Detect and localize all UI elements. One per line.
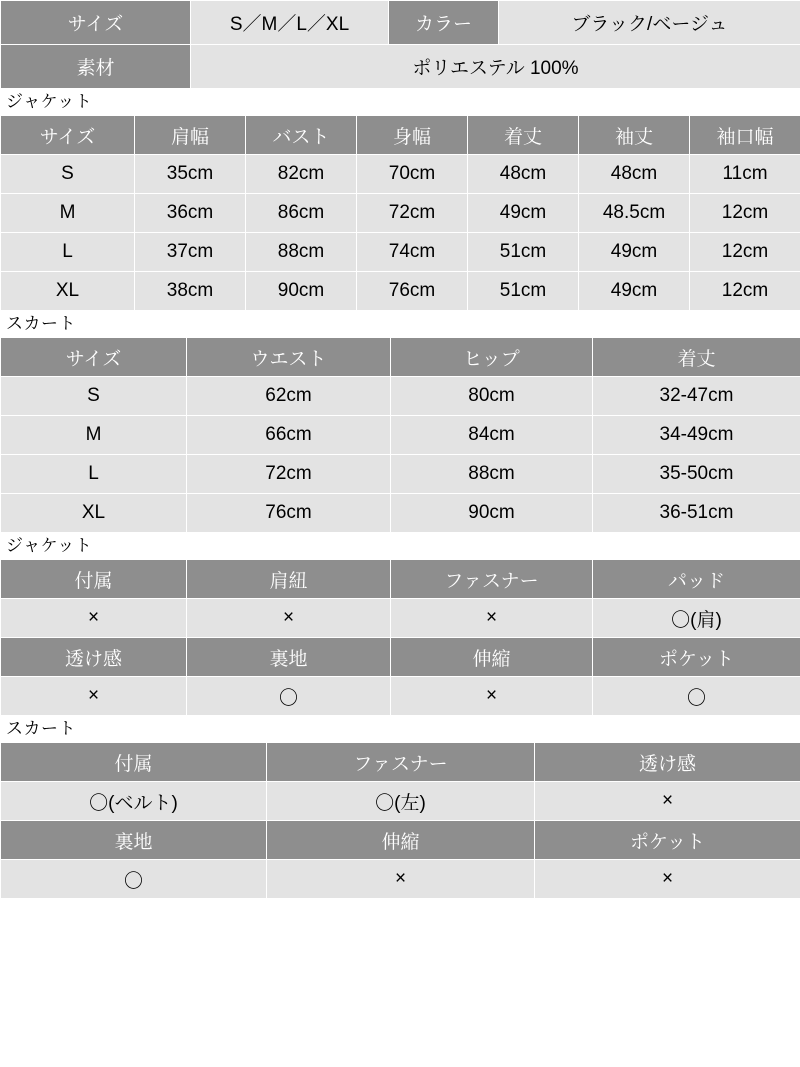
table-row <box>1 377 800 416</box>
col-shoulder: 肩幅 <box>135 116 246 155</box>
cell: × <box>391 677 593 716</box>
cell: 84cm <box>391 416 593 455</box>
section-title-jacket-size: ジャケット <box>0 89 800 115</box>
cell: 〇(ベルト) <box>1 782 267 821</box>
cell: 11cm <box>690 155 800 194</box>
cell: 48cm <box>468 155 579 194</box>
cell: 36cm <box>135 194 246 233</box>
cell: 88cm <box>391 455 593 494</box>
cell: 72cm <box>187 455 391 494</box>
col-size: サイズ <box>1 338 187 377</box>
cell: 〇 <box>187 677 391 716</box>
cell: 82cm <box>246 155 357 194</box>
cell: M <box>1 416 187 455</box>
col-zipper: ファスナー <box>267 743 535 782</box>
cell: S <box>1 377 187 416</box>
cell: XL <box>1 494 187 533</box>
col-sheerness: 透け感 <box>1 638 187 677</box>
col-pad: パッド <box>593 560 800 599</box>
col-pocket: ポケット <box>593 638 800 677</box>
table-row <box>1 860 800 899</box>
col-lining: 裏地 <box>1 821 267 860</box>
skirt-size-table <box>0 337 800 533</box>
cell: 74cm <box>357 233 468 272</box>
cell: × <box>1 599 187 638</box>
cell: × <box>535 782 800 821</box>
cell: 48cm <box>579 155 690 194</box>
table-row <box>1 494 800 533</box>
cell: 76cm <box>357 272 468 311</box>
cell: 80cm <box>391 377 593 416</box>
col-waist: ウエスト <box>187 338 391 377</box>
cell: × <box>391 599 593 638</box>
cell: XL <box>1 272 135 311</box>
col-size: サイズ <box>1 116 135 155</box>
cell: L <box>1 233 135 272</box>
cell: 72cm <box>357 194 468 233</box>
table-header-row <box>1 338 800 377</box>
section-title-skirt-features: スカート <box>0 716 800 742</box>
col-accessory: 付属 <box>1 743 267 782</box>
spec-label-color: カラー <box>389 1 499 45</box>
cell: 38cm <box>135 272 246 311</box>
cell: 49cm <box>468 194 579 233</box>
col-stretch: 伸縮 <box>267 821 535 860</box>
cell: 66cm <box>187 416 391 455</box>
cell: × <box>187 599 391 638</box>
spec-value-color: ブラック/ベージュ <box>499 1 800 45</box>
col-sleeve: 袖丈 <box>579 116 690 155</box>
col-bust: バスト <box>246 116 357 155</box>
cell: M <box>1 194 135 233</box>
col-width: 身幅 <box>357 116 468 155</box>
cell: 86cm <box>246 194 357 233</box>
cell: 34-49cm <box>593 416 800 455</box>
cell: 12cm <box>690 272 800 311</box>
col-lining: 裏地 <box>187 638 391 677</box>
table-row <box>1 599 800 638</box>
col-strap: 肩紐 <box>187 560 391 599</box>
cell: 12cm <box>690 233 800 272</box>
col-hip: ヒップ <box>391 338 593 377</box>
cell: 90cm <box>391 494 593 533</box>
cell: × <box>535 860 800 899</box>
cell: 35cm <box>135 155 246 194</box>
cell: 〇 <box>593 677 800 716</box>
col-cuff: 袖口幅 <box>690 116 800 155</box>
spec-value-size: S／M／L／XL <box>191 1 389 45</box>
table-row <box>1 782 800 821</box>
spec-label-size: サイズ <box>1 1 191 45</box>
cell: × <box>267 860 535 899</box>
jacket-feature-table <box>0 559 800 716</box>
table-row <box>1 1 800 45</box>
cell: 88cm <box>246 233 357 272</box>
table-row <box>1 416 800 455</box>
cell: × <box>1 677 187 716</box>
spec-value-material: ポリエステル 100% <box>191 45 800 89</box>
col-pocket: ポケット <box>535 821 800 860</box>
cell: 49cm <box>579 272 690 311</box>
table-row <box>1 233 800 272</box>
cell: 76cm <box>187 494 391 533</box>
cell: 35-50cm <box>593 455 800 494</box>
cell: 48.5cm <box>579 194 690 233</box>
section-title-jacket-features: ジャケット <box>0 533 800 559</box>
section-title-skirt-size: スカート <box>0 311 800 337</box>
col-accessory: 付属 <box>1 560 187 599</box>
col-sheerness: 透け感 <box>535 743 800 782</box>
cell: 49cm <box>579 233 690 272</box>
table-row <box>1 155 800 194</box>
table-header-row <box>1 116 800 155</box>
cell: 〇(左) <box>267 782 535 821</box>
cell: L <box>1 455 187 494</box>
col-zipper: ファスナー <box>391 560 593 599</box>
skirt-feature-table <box>0 742 800 899</box>
table-row <box>1 455 800 494</box>
table-header-row <box>1 560 800 599</box>
cell: 51cm <box>468 233 579 272</box>
spec-label-material: 素材 <box>1 45 191 89</box>
table-header-row <box>1 638 800 677</box>
cell: 62cm <box>187 377 391 416</box>
cell: 51cm <box>468 272 579 311</box>
col-length: 着丈 <box>468 116 579 155</box>
bottom-whitespace <box>0 899 800 1039</box>
jacket-size-table <box>0 115 800 311</box>
cell: 36-51cm <box>593 494 800 533</box>
col-stretch: 伸縮 <box>391 638 593 677</box>
cell: 37cm <box>135 233 246 272</box>
col-length: 着丈 <box>593 338 800 377</box>
cell: 12cm <box>690 194 800 233</box>
table-header-row <box>1 743 800 782</box>
cell: 70cm <box>357 155 468 194</box>
table-row <box>1 272 800 311</box>
cell: 〇(肩) <box>593 599 800 638</box>
table-row <box>1 45 800 89</box>
cell: 32-47cm <box>593 377 800 416</box>
table-row <box>1 194 800 233</box>
cell: 〇 <box>1 860 267 899</box>
table-row <box>1 677 800 716</box>
cell: 90cm <box>246 272 357 311</box>
cell: S <box>1 155 135 194</box>
table-header-row <box>1 821 800 860</box>
product-spec-table <box>0 0 800 89</box>
